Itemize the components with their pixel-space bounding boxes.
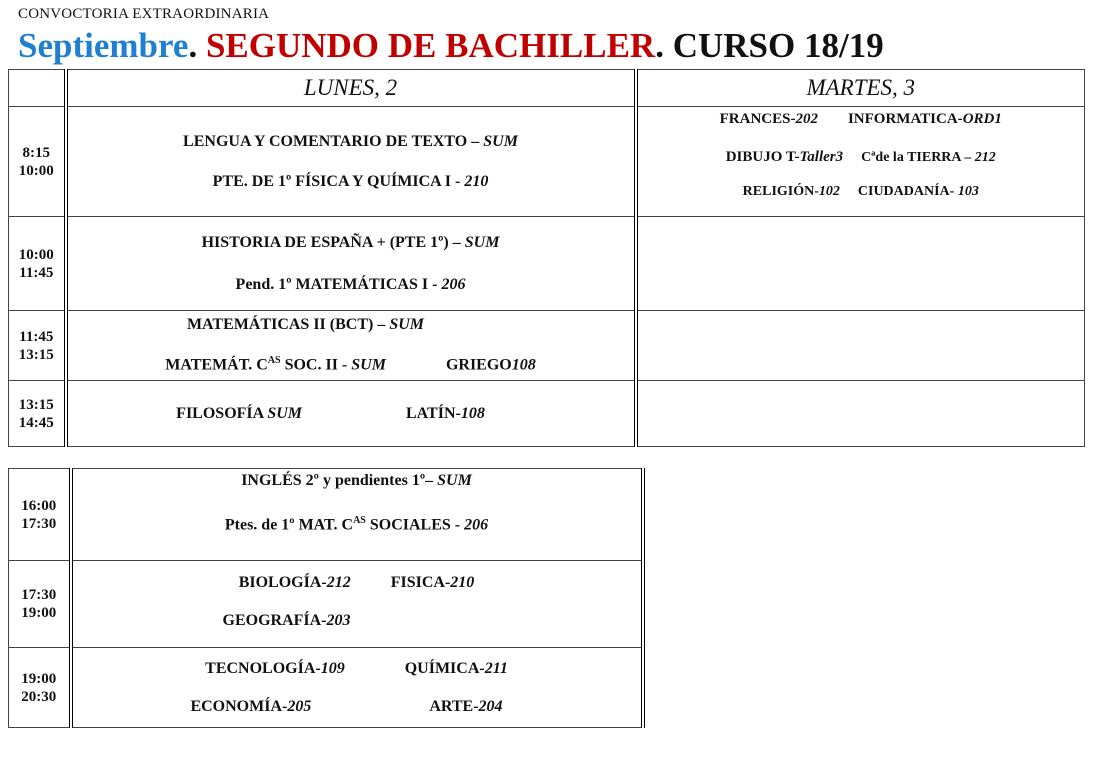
- time-end: 20:30: [21, 688, 57, 705]
- exam-cell: [71, 648, 643, 728]
- table-row: [9, 469, 643, 561]
- table-row: [9, 217, 1085, 311]
- time-slot: [9, 311, 66, 381]
- exam-entry: BIOLOGÍA-212 FISICA-210: [238, 574, 475, 591]
- title-month: Septiembre: [18, 26, 189, 65]
- title-sep: .: [188, 26, 206, 65]
- corner-cell: [9, 70, 66, 107]
- time-start: 11:45: [19, 328, 54, 345]
- exam-entry: TECNOLOGÍA-109 QUÍMICA-211: [205, 659, 508, 677]
- time-start: 8:15: [22, 144, 50, 161]
- title-sep: .: [655, 26, 673, 65]
- exam-entry: MATEMÁT. $C^{AS}$ SOC. II - SUM GRIEGO108: [165, 355, 536, 374]
- day-header-row: [9, 70, 1085, 107]
- exam-cell: [636, 107, 1085, 217]
- exam-entry: HISTORIA DE ESPAÑA + (PTE 1º) – SUM: [201, 233, 500, 251]
- exam-entry: MATEMÁTICAS II (BCT) – SUM: [186, 316, 425, 334]
- table-row: [9, 107, 1085, 217]
- exam-entry: Pend. 1º MATEMÁTICAS I - 206: [235, 275, 466, 293]
- afternoon-schedule-table: [8, 468, 645, 728]
- exam-cell: [66, 217, 636, 311]
- time-slot: [9, 469, 71, 561]
- table-row: [9, 561, 643, 648]
- exam-cell: [71, 561, 643, 648]
- title-level: SEGUNDO DE BACHILLER: [205, 26, 656, 65]
- exam-cell-empty: [636, 381, 1085, 447]
- page-title: [18, 26, 884, 66]
- exam-entry: GEOGRAFÍA-203: [222, 612, 351, 629]
- exam-cell-empty: [636, 311, 1085, 381]
- time-start: 19:00: [21, 670, 57, 687]
- exam-entry: RELIGIÓN-102 CIUDADANÍA- 103: [742, 184, 979, 199]
- time-slot: [9, 561, 71, 648]
- exam-cell: [66, 381, 636, 447]
- exam-entry: FRANCES-202 INFORMATICA-ORD1: [719, 111, 1002, 127]
- exam-cell: [66, 107, 636, 217]
- time-start: 10:00: [18, 246, 54, 263]
- table-row: [9, 381, 1085, 447]
- time-end: 11:45: [19, 264, 54, 281]
- exam-entry: PTE. DE 1º FÍSICA Y QUÍMICA I - 210: [212, 172, 489, 190]
- exam-call-label: CONVOCTORIA EXTRAORDINARIA: [18, 6, 270, 22]
- exam-entry: DIBUJO T-Taller3 Cªde la TIERRA – 212: [725, 149, 996, 165]
- time-slot: [9, 217, 66, 311]
- exam-entry: ECONOMÍA-205 ARTE-204: [190, 697, 503, 715]
- time-end: 14:45: [18, 414, 54, 431]
- exam-cell: [71, 469, 643, 561]
- title-course: CURSO 18/19: [672, 26, 884, 65]
- morning-schedule-table: [8, 69, 1085, 447]
- time-start: 16:00: [21, 497, 57, 514]
- exam-entry: INGLÉS 2º y pendientes 1º– SUM: [241, 472, 472, 489]
- time-slot: [9, 381, 66, 447]
- table-row: [9, 311, 1085, 381]
- exam-entry: Ptes. de 1º MAT. $C^{AS}$ SOCIALES - 206: [224, 515, 489, 534]
- day-header-monday: LUNES, 2: [66, 70, 636, 107]
- exam-cell: [66, 311, 636, 381]
- exam-entry: FILOSOFÍA SUM LATÍN-108: [176, 404, 485, 422]
- time-end: 10:00: [18, 162, 54, 179]
- table-row: [9, 648, 643, 728]
- day-header-tuesday: MARTES, 3: [636, 70, 1085, 107]
- exam-entry: LENGUA Y COMENTARIO DE TEXTO – SUM: [183, 132, 518, 150]
- time-end: 13:15: [18, 346, 54, 363]
- time-end: 17:30: [21, 515, 57, 532]
- time-start: 17:30: [21, 587, 57, 603]
- time-end: 19:00: [21, 605, 57, 621]
- time-slot: [9, 648, 71, 728]
- time-start: 13:15: [18, 396, 54, 413]
- time-slot: [9, 107, 66, 217]
- exam-cell-empty: [636, 217, 1085, 311]
